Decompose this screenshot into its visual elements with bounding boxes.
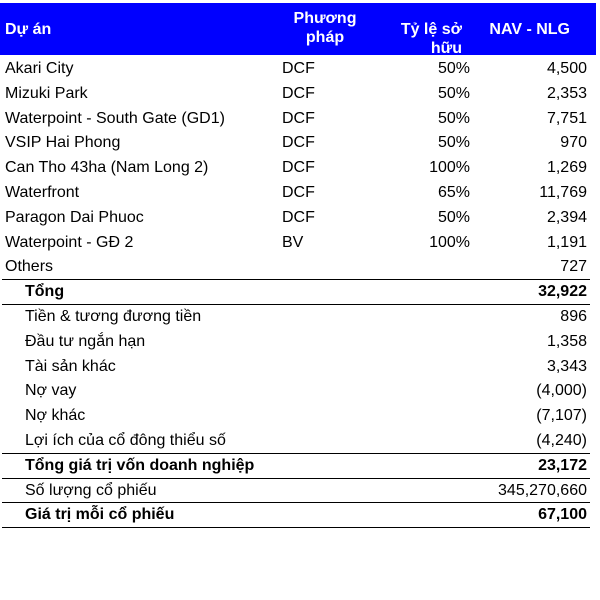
cell-nav: 7,751 xyxy=(546,110,587,127)
cell-nav: (4,240) xyxy=(536,432,587,449)
table-row xyxy=(0,304,596,329)
header-nav: NAV - NLG xyxy=(489,21,570,38)
cell-name: Tổng giá trị vốn doanh nghiệp xyxy=(25,457,255,474)
header-method-line2: pháp xyxy=(305,29,345,46)
table-row xyxy=(0,205,596,230)
cell-nav: 727 xyxy=(560,258,587,275)
cell-name: Akari City xyxy=(5,60,74,77)
cell-nav: 23,172 xyxy=(538,457,587,474)
cell-name: Mizuki Park xyxy=(5,85,88,102)
cell-nav: 11,769 xyxy=(539,184,587,201)
cell-name: Tiền & tương đương tiền xyxy=(25,308,202,325)
per-share-row xyxy=(0,502,596,527)
cell-name: Nợ vay xyxy=(25,382,77,399)
cell-method: DCF xyxy=(282,110,315,127)
cell-nav: 32,922 xyxy=(538,283,587,300)
cell-nav: 1,269 xyxy=(546,159,587,176)
table-row xyxy=(0,378,596,403)
table-row xyxy=(0,180,596,205)
cell-owner: 50% xyxy=(437,134,470,151)
cell-name: Giá trị mỗi cổ phiếu xyxy=(25,506,175,523)
cell-method: DCF xyxy=(282,60,315,77)
cell-owner: 50% xyxy=(437,85,470,102)
cell-name: Waterpoint - South Gate (GD1) xyxy=(5,110,225,127)
header-project: Dự án xyxy=(5,21,52,38)
cell-name: Paragon Dai Phuoc xyxy=(5,209,144,226)
header-method xyxy=(270,9,380,47)
cell-nav: (7,107) xyxy=(536,407,587,424)
cell-method: DCF xyxy=(282,184,315,201)
table-row xyxy=(0,428,596,453)
cell-method: BV xyxy=(282,234,304,251)
total-row xyxy=(0,279,596,304)
table-row xyxy=(0,354,596,379)
cell-name: Tổng xyxy=(25,283,65,300)
cell-owner: 100% xyxy=(429,159,470,176)
header-method-line1: Phương xyxy=(293,10,357,27)
cell-nav: 970 xyxy=(560,134,587,151)
table-row xyxy=(0,230,596,255)
cell-name: Waterfront xyxy=(5,184,80,201)
cell-nav: (4,000) xyxy=(536,382,587,399)
cell-name: Lợi ích của cổ đông thiểu số xyxy=(25,432,226,449)
cell-method: DCF xyxy=(282,85,315,102)
shares-row xyxy=(0,478,596,503)
cell-name: Nợ khác xyxy=(25,407,86,424)
cell-method: DCF xyxy=(282,209,315,226)
cell-nav: 67,100 xyxy=(538,506,587,523)
cell-name: Đầu tư ngắn hạn xyxy=(25,333,146,350)
enterprise-value-row xyxy=(0,453,596,478)
cell-nav: 1,358 xyxy=(546,333,587,350)
table-row xyxy=(0,106,596,131)
table-row xyxy=(0,329,596,354)
cell-name: Others xyxy=(5,258,54,275)
cell-nav: 2,353 xyxy=(546,85,587,102)
table-row xyxy=(0,81,596,106)
cell-name: VSIP Hai Phong xyxy=(5,134,121,151)
cell-nav: 4,500 xyxy=(546,60,587,77)
cell-nav: 896 xyxy=(560,308,587,325)
cell-nav: 345,270,660 xyxy=(498,482,587,499)
cell-owner: 65% xyxy=(437,184,470,201)
cell-nav: 1,191 xyxy=(546,234,587,251)
table-row xyxy=(0,130,596,155)
table-row xyxy=(0,403,596,428)
cell-owner: 50% xyxy=(437,209,470,226)
cell-name: Waterpoint - GĐ 2 xyxy=(5,234,134,251)
table-header xyxy=(0,3,596,55)
per-share-bottom-divider xyxy=(2,527,590,528)
cell-owner: 100% xyxy=(429,234,470,251)
header-ownership: Tỷ lệ sở hữu xyxy=(400,21,462,57)
cell-owner: 50% xyxy=(437,110,470,127)
cell-method: DCF xyxy=(282,159,315,176)
cell-name: Can Tho 43ha (Nam Long 2) xyxy=(5,159,209,176)
cell-nav: 2,394 xyxy=(546,209,587,226)
cell-method: DCF xyxy=(282,134,315,151)
cell-owner: 50% xyxy=(437,60,470,77)
cell-name: Số lượng cổ phiếu xyxy=(25,482,157,499)
table-row xyxy=(0,56,596,81)
table-row xyxy=(0,254,596,279)
cell-name: Tài sản khác xyxy=(25,358,116,375)
table-row xyxy=(0,155,596,180)
cell-nav: 3,343 xyxy=(546,358,587,375)
